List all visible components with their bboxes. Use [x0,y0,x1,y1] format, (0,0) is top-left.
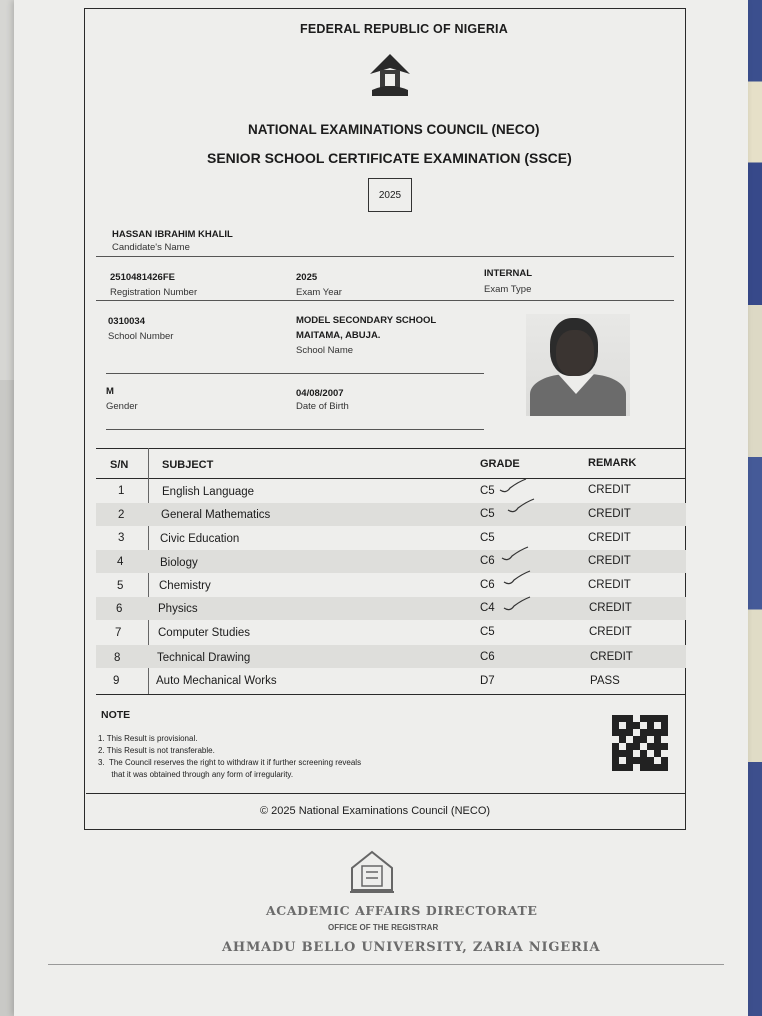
row-remark: CREDIT [588,484,631,496]
table-bottom-border [96,694,686,695]
exam-type: INTERNAL [484,268,533,279]
row-sn: 4 [117,556,124,568]
col-header-grade: GRADE [480,458,520,470]
row-remark: CREDIT [588,555,631,567]
note-item: 2. This Result is not transferable. [98,746,215,755]
row-grade: C5 [480,485,495,497]
stamp-underline [48,964,724,965]
row-sn: 7 [115,627,122,639]
row-subject: Technical Drawing [157,652,251,664]
row-subject: Physics [158,603,198,615]
country-title: FEDERAL REPUBLIC OF NIGERIA [300,22,508,36]
registration-number-label: Registration Number [110,287,198,298]
row-subject: General Mathematics [161,509,271,521]
tick-mark-icon [502,596,532,612]
school-number: 0310034 [108,316,145,327]
row-subject: Auto Mechanical Works [156,675,277,687]
row-sn: 3 [118,532,125,544]
row-subject: Civic Education [160,533,240,545]
candidate-photo [526,314,630,416]
row-subject: Computer Studies [158,627,251,639]
copyright-text: © 2025 National Examinations Council (NECO) [260,805,491,817]
note-item: 3. The Council reserves the right to withdraw it if further screening reveals [98,758,362,767]
school-number-label: School Number [108,331,174,342]
gender: M [106,386,114,397]
row-grade: C6 [480,579,495,591]
date-of-birth: 04/08/2007 [296,388,344,399]
row-remark: CREDIT [589,602,632,614]
footer-border [86,793,686,794]
school-name-label: School Name [296,345,354,356]
stamp-office: OFFICE OF THE REGISTRAR [328,923,439,932]
stamp-university: AHMADU BELLO UNIVERSITY, ZARIA NIGERIA [222,940,601,955]
date-of-birth-label: Date of Birth [296,401,349,412]
row-remark: CREDIT [588,579,631,591]
table-top-border [96,448,686,449]
row-sn: 5 [117,580,124,592]
note-item: that it was obtained through any form of irregularity. [98,770,294,779]
background-fabric [746,0,762,1016]
row-subject: Chemistry [159,580,211,592]
registration-number: 2510481426FE [110,272,175,283]
tick-mark-icon [502,570,532,586]
row-sn: 6 [116,603,123,615]
qr-code-icon [612,715,668,771]
row-remark: CREDIT [590,651,633,663]
row-sn: 2 [118,509,125,521]
exam-year: 2025 [296,272,318,283]
exam-year-label: Exam Year [296,287,342,298]
tick-mark-icon [500,546,530,562]
row-remark: PASS [590,675,620,687]
col-header-subject: SUBJECT [162,459,214,471]
candidate-name-label: Candidate's Name [112,242,190,253]
row-remark: CREDIT [588,508,631,520]
col-header-remark: REMARK [588,457,637,469]
row-grade: C5 [480,626,495,638]
note-item: 1. This Result is provisional. [98,734,198,743]
row-sn: 8 [114,652,121,664]
school-name-line2: MAITAMA, ABUJA. [296,330,381,341]
row-grade: C4 [480,602,495,614]
stamp-directorate: ACADEMIC AFFAIRS DIRECTORATE [266,903,538,918]
row-sn: 9 [113,675,120,687]
row-grade: C6 [480,651,495,663]
university-crest-icon [348,850,396,896]
school-name-line1: MODEL SECONDARY SCHOOL [296,315,437,326]
divider [106,429,484,430]
row-grade: C6 [480,555,495,567]
candidate-name: HASSAN IBRAHIM KHALIL [112,229,233,240]
col-header-sn: S/N [110,459,129,471]
divider [106,373,484,374]
exam-title: SENIOR SCHOOL CERTIFICATE EXAMINATION (SSCE) [207,150,572,166]
tick-mark-icon [498,478,528,494]
row-remark: CREDIT [589,626,632,638]
council-title: NATIONAL EXAMINATIONS COUNCIL (NECO) [248,122,540,137]
neco-logo-icon [366,52,414,98]
row-grade: C5 [480,532,495,544]
row-remark: CREDIT [588,532,631,544]
divider [96,300,674,301]
row-grade: D7 [480,675,495,687]
row-grade: C5 [480,508,495,520]
note-title: NOTE [101,709,131,721]
row-subject: Biology [160,557,198,569]
exam-type-label: Exam Type [484,284,532,295]
gender-label: Gender [106,401,138,412]
tick-mark-icon [506,498,536,514]
divider [96,256,674,257]
row-sn: 1 [118,485,125,497]
row-subject: English Language [162,486,255,498]
year-box: 2025 [368,178,412,212]
